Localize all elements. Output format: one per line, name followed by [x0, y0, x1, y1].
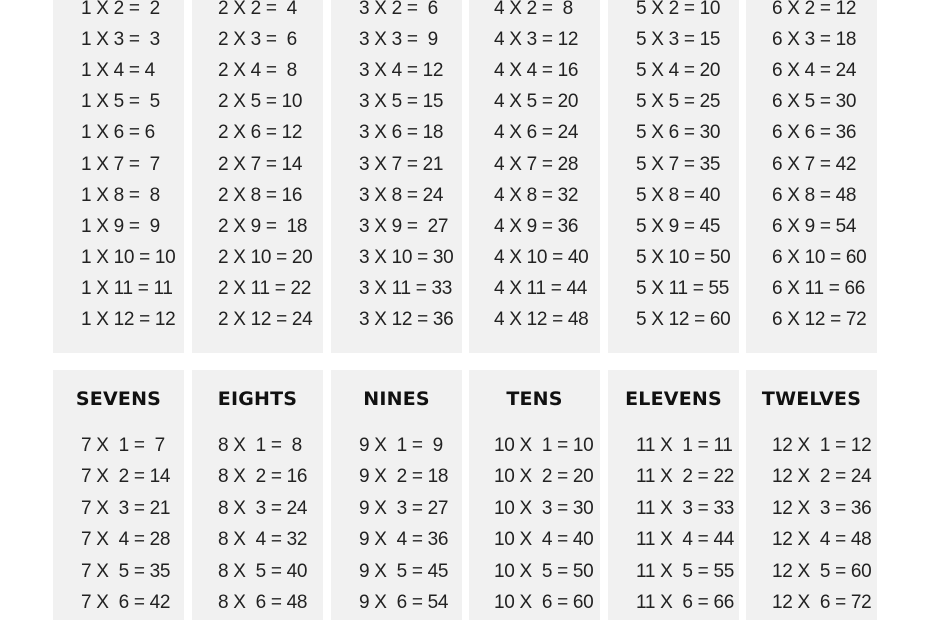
multiplication-fact: 6 X 10 = 60	[772, 246, 867, 268]
multiplication-fact: 4 X 4 = 16	[494, 60, 579, 82]
multiplication-fact: 6 X 6 = 36	[772, 122, 857, 144]
multiplication-fact: 3 X 12 = 36	[359, 309, 454, 330]
multiplication-fact: 1 X 8 = 8	[81, 184, 160, 206]
bottom-table-card-6	[746, 370, 877, 620]
multiplication-fact: 5 X 11 = 55	[636, 277, 730, 299]
multiplication-fact: 10 X 5 = 50	[494, 560, 594, 582]
multiplication-fact: 1 X 9 = 9	[81, 215, 160, 237]
multiplication-fact: 1 X 7 = 7	[81, 153, 160, 175]
multiplication-fact: 4 X 12 = 48	[494, 309, 589, 330]
multiplication-fact: 6 X 5 = 30	[772, 91, 857, 113]
multiplication-fact: 5 X 5 = 25	[636, 91, 721, 113]
multiplication-fact: 6 X 2 = 12	[772, 0, 857, 19]
top-table-card-4	[469, 0, 600, 353]
multiplication-fact: 8 X 4 = 32	[218, 529, 308, 551]
multiplication-fact: 12 X 1 = 12	[772, 435, 872, 456]
multiplication-fact: 12 X 4 = 48	[772, 529, 872, 551]
multiplication-fact: 2 X 3 = 6	[218, 29, 297, 51]
multiplication-fact: 5 X 9 = 45	[636, 215, 721, 237]
multiplication-fact: 2 X 12 = 24	[218, 309, 313, 330]
multiplication-fact: 2 X 2 = 4	[218, 0, 297, 19]
multiplication-fact: 7 X 2 = 14	[81, 466, 171, 488]
multiplication-fact: 3 X 7 = 21	[359, 153, 444, 175]
multiplication-fact: 12 X 5 = 60	[772, 560, 872, 582]
multiplication-fact: 12 X 3 = 36	[772, 497, 872, 519]
multiplication-fact: 11 X 2 = 22	[636, 466, 734, 488]
multiplication-fact: 7 X 3 = 21	[81, 497, 171, 519]
multiplication-fact: 7 X 5 = 35	[81, 560, 171, 582]
table-heading: SEVENS	[75, 388, 162, 410]
top-table-card-5	[608, 0, 739, 353]
multiplication-fact: 10 X 6 = 60	[494, 592, 594, 613]
multiplication-fact: 2 X 10 = 20	[218, 246, 313, 268]
multiplication-fact: 9 X 5 = 45	[359, 560, 449, 582]
multiplication-fact: 9 X 3 = 27	[359, 497, 449, 519]
multiplication-fact: 2 X 11 = 22	[218, 277, 312, 299]
multiplication-fact: 10 X 3 = 30	[494, 497, 594, 519]
multiplication-fact: 6 X 3 = 18	[772, 29, 857, 51]
multiplication-fact: 2 X 7 = 14	[218, 153, 303, 175]
multiplication-fact: 9 X 1 = 9	[359, 435, 443, 456]
multiplication-fact: 3 X 9 = 27	[359, 215, 449, 237]
table-heading: TENS	[506, 388, 563, 410]
multiplication-fact: 4 X 7 = 28	[494, 153, 579, 175]
multiplication-fact: 5 X 6 = 30	[636, 122, 721, 144]
multiplication-fact: 3 X 5 = 15	[359, 91, 444, 113]
bottom-table-card-1	[53, 370, 184, 620]
multiplication-fact: 1 X 11 = 11	[81, 277, 173, 299]
top-table-card-6	[746, 0, 877, 353]
multiplication-fact: 1 X 6 = 6	[81, 122, 155, 144]
bottom-table-card-2	[192, 370, 323, 620]
multiplication-fact: 7 X 1 = 7	[81, 435, 165, 456]
multiplication-fact: 8 X 5 = 40	[218, 560, 308, 582]
multiplication-fact: 6 X 12 = 72	[772, 309, 867, 330]
multiplication-fact: 3 X 3 = 9	[359, 29, 438, 51]
multiplication-fact: 1 X 4 = 4	[81, 60, 155, 82]
multiplication-fact: 9 X 4 = 36	[359, 529, 449, 551]
multiplication-fact: 10 X 2 = 20	[494, 466, 594, 488]
multiplication-fact: 1 X 5 = 5	[81, 91, 160, 113]
multiplication-fact: 11 X 6 = 66	[636, 592, 734, 613]
multiplication-fact: 7 X 6 = 42	[81, 592, 171, 613]
multiplication-fact: 11 X 3 = 33	[636, 497, 734, 519]
multiplication-fact: 3 X 2 = 6	[359, 0, 438, 19]
multiplication-fact: 1 X 3 = 3	[81, 29, 160, 51]
multiplication-fact: 2 X 8 = 16	[218, 184, 303, 206]
multiplication-fact: 6 X 7 = 42	[772, 153, 857, 175]
multiplication-fact: 11 X 1 = 11	[636, 435, 733, 456]
multiplication-fact: 4 X 8 = 32	[494, 184, 579, 206]
multiplication-fact: 2 X 4 = 8	[218, 60, 297, 82]
multiplication-fact: 8 X 6 = 48	[218, 592, 308, 613]
multiplication-fact: 2 X 9 = 18	[218, 215, 308, 237]
multiplication-fact: 1 X 2 = 2	[81, 0, 160, 19]
multiplication-fact: 5 X 10 = 50	[636, 246, 731, 268]
multiplication-fact: 8 X 1 = 8	[218, 435, 302, 456]
top-table-card-3	[331, 0, 462, 353]
multiplication-fact: 2 X 5 = 10	[218, 91, 303, 113]
multiplication-fact: 8 X 3 = 24	[218, 497, 308, 519]
multiplication-fact: 1 X 12 = 12	[81, 309, 176, 330]
multiplication-fact: 4 X 11 = 44	[494, 277, 588, 299]
multiplication-fact: 12 X 6 = 72	[772, 592, 872, 613]
multiplication-fact: 4 X 3 = 12	[494, 29, 579, 51]
multiplication-fact: 3 X 11 = 33	[359, 277, 453, 299]
multiplication-fact: 5 X 4 = 20	[636, 60, 721, 82]
bottom-table-card-3	[331, 370, 462, 620]
bottom-table-card-4	[469, 370, 600, 620]
table-heading: TWELVES	[761, 388, 862, 410]
multiplication-fact: 11 X 4 = 44	[636, 529, 734, 551]
multiplication-fact: 11 X 5 = 55	[636, 560, 734, 582]
multiplication-fact: 4 X 2 = 8	[494, 0, 573, 19]
multiplication-fact: 10 X 4 = 40	[494, 529, 594, 551]
multiplication-fact: 8 X 2 = 16	[218, 466, 308, 488]
multiplication-fact: 6 X 4 = 24	[772, 60, 857, 82]
table-heading: EIGHTS	[217, 388, 298, 410]
multiplication-fact: 9 X 2 = 18	[359, 466, 449, 488]
multiplication-fact: 3 X 10 = 30	[359, 246, 454, 268]
multiplication-fact: 6 X 8 = 48	[772, 184, 857, 206]
multiplication-fact: 4 X 9 = 36	[494, 215, 579, 237]
bottom-table-card-5	[608, 370, 739, 620]
multiplication-fact: 4 X 5 = 20	[494, 91, 579, 113]
multiplication-fact: 5 X 8 = 40	[636, 184, 721, 206]
multiplication-fact: 6 X 11 = 66	[772, 277, 866, 299]
multiplication-fact: 12 X 2 = 24	[772, 466, 872, 488]
multiplication-fact: 5 X 7 = 35	[636, 153, 721, 175]
multiplication-fact: 5 X 12 = 60	[636, 309, 731, 330]
multiplication-fact: 6 X 9 = 54	[772, 215, 857, 237]
multiplication-fact: 3 X 4 = 12	[359, 60, 444, 82]
multiplication-fact: 4 X 6 = 24	[494, 122, 579, 144]
multiplication-fact: 9 X 6 = 54	[359, 592, 449, 613]
multiplication-fact: 10 X 1 = 10	[494, 435, 594, 456]
multiplication-fact: 5 X 3 = 15	[636, 29, 721, 51]
multiplication-fact: 1 X 10 = 10	[81, 246, 176, 268]
table-heading: ELEVENS	[625, 388, 722, 410]
multiplication-fact: 2 X 6 = 12	[218, 122, 303, 144]
table-heading: NINES	[363, 388, 430, 410]
top-table-card-2	[192, 0, 323, 353]
top-table-card-1	[53, 0, 184, 353]
multiplication-fact: 7 X 4 = 28	[81, 529, 171, 551]
multiplication-fact: 3 X 8 = 24	[359, 184, 444, 206]
multiplication-fact: 5 X 2 = 10	[636, 0, 721, 19]
multiplication-fact: 3 X 6 = 18	[359, 122, 444, 144]
multiplication-fact: 4 X 10 = 40	[494, 246, 589, 268]
